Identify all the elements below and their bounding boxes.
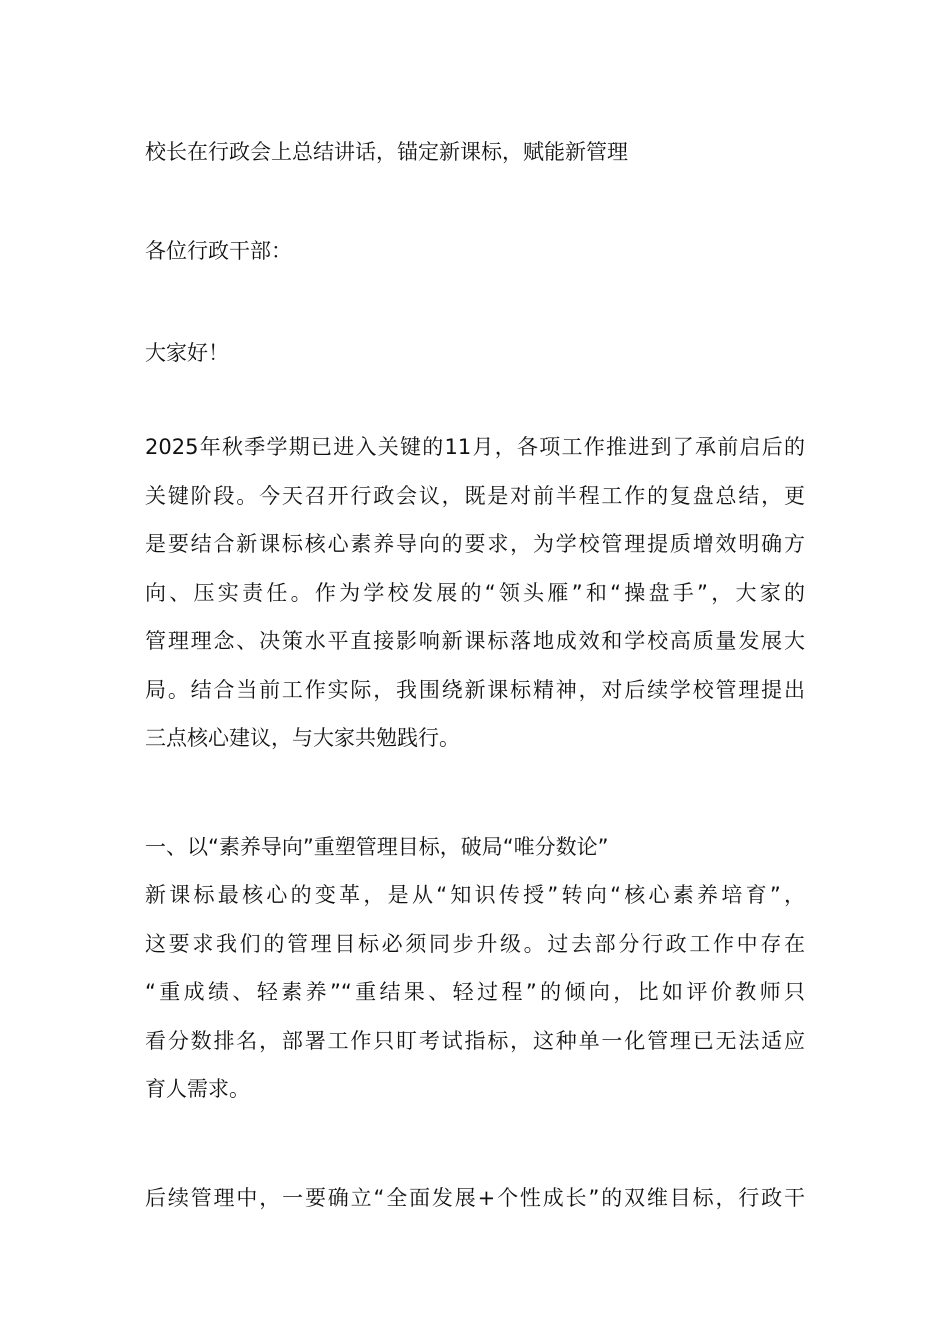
salutation: 各位行政干部： [145, 239, 292, 263]
paragraph-line: 管理理念、决策水平直接影响新课标落地成效和学校高质量发展大 [145, 629, 805, 653]
paragraph-line: 后续管理中，一要确立“全面发展+个性成长”的双维目标，行政干 [145, 1186, 805, 1210]
document-title: 校长在行政会上总结讲话，锚定新课标，赋能新管理 [145, 140, 628, 164]
section-paragraph [145, 1174, 813, 1223]
paragraph-line: 关键阶段。今天召开行政会议，既是对前半程工作的复盘总结，更 [145, 483, 805, 508]
paragraph-line: 这要求我们的管理目标必须同步升级。过去部分行政工作中存在 [145, 931, 805, 956]
paragraph-line: 局。结合当前工作实际，我围绕新课标精神，对后续学校管理提出 [145, 677, 805, 702]
greeting: 大家好！ [145, 341, 229, 365]
paragraph-line: 新课标最核心的变革，是从“知识传授”转向“核心素养培育”， [145, 883, 805, 907]
section-paragraph [145, 871, 813, 1114]
intro-paragraph [145, 423, 813, 763]
paragraph-line: 育人需求。 [145, 1077, 250, 1101]
paragraph-line: 三点核心建议，与大家共勉践行。 [145, 726, 460, 750]
section-heading: 一、以“素养导向”重塑管理目标，破局“唯分数论” [145, 835, 609, 859]
paragraph-line: 2025年秋季学期已进入关键的11月，各项工作推进到了承前启后的 [145, 435, 805, 459]
paragraph-line: 向、压实责任。作为学校发展的“领头雁”和“操盘手”，大家的 [145, 580, 805, 605]
paragraph-line: “重成绩、轻素养”“重结果、轻过程”的倾向，比如评价教师只 [145, 980, 805, 1004]
paragraph-line: 看分数排名，部署工作只盯考试指标，这种单一化管理已无法适应 [145, 1028, 805, 1053]
paragraph-line: 是要结合新课标核心素养导向的要求，为学校管理提质增效明确方 [145, 532, 805, 556]
